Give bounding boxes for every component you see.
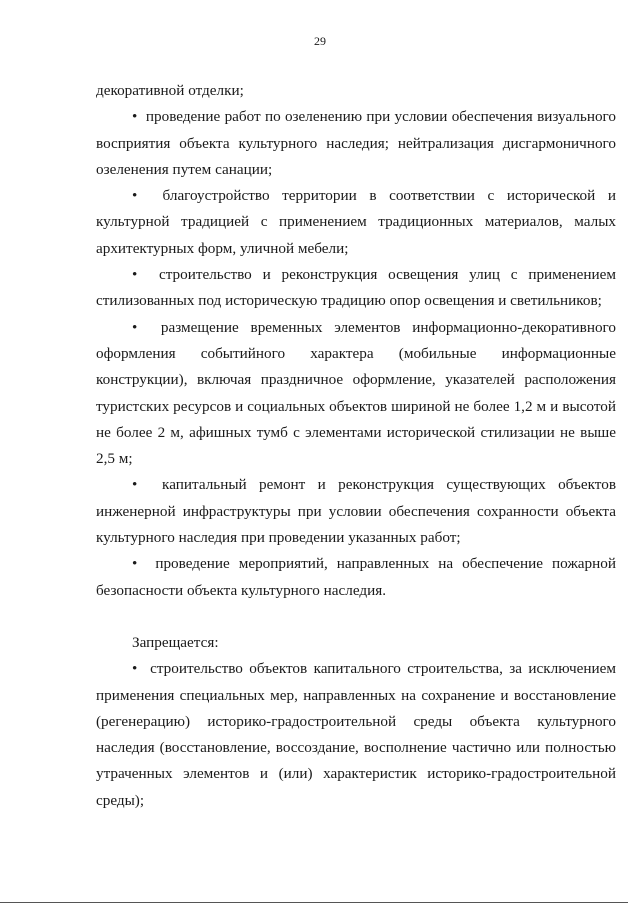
prohibited-item-1: • строительство объектов капитального строительства, за исключением применения специальных мер, направленных на сохранение и восстановление (регенерацию) историко-градостроительной среды объекта культурного наследия (восстановление, воссоздание, восполнение частично или полностью утраченных элементов и (или) характеристик историко-градостроительной среды); [96, 656, 616, 814]
allowed-item-3: • строительство и реконструкция освещения улиц с применением стилизованных под историческую традицию опор освещения и светильников; [96, 262, 616, 315]
document-body [96, 78, 616, 814]
intro-fragment: декоративной отделки; [96, 82, 244, 99]
page-number: 29 [314, 34, 326, 48]
bottom-divider [0, 902, 628, 903]
allowed-item-1: • проведение работ по озеленению при условии обеспечения визуального восприятия объекта культурного наследия; нейтрализация дисгармоничного озеленения путем санации; [96, 104, 616, 183]
allowed-item-6: • проведение мероприятий, направленных на обеспечение пожарной безопасности объекта культурного наследия. [96, 551, 616, 604]
allowed-item-2: • благоустройство территории в соответствии с исторической и культурной традицией с применением традиционных материалов, малых архитектурных форм, уличной мебели; [96, 183, 616, 262]
prohibited-heading: Запрещается: [132, 633, 219, 651]
allowed-item-5: • капитальный ремонт и реконструкция существующих объектов инженерной инфраструктуры при условии обеспечения сохранности объекта культурного наследия при проведении указанных работ; [96, 472, 616, 551]
allowed-item-4: • размещение временных элементов информационно-декоративного оформления событийного характера (мобильные информационные конструкции), включая праздничное оформление, указателей расположения туристских ресурсов и социальных объектов шириной не более 1,2 м и высотой не более 2 м, афишных тумб с элементами исторической стилизации не выше 2,5 м; [96, 315, 616, 473]
